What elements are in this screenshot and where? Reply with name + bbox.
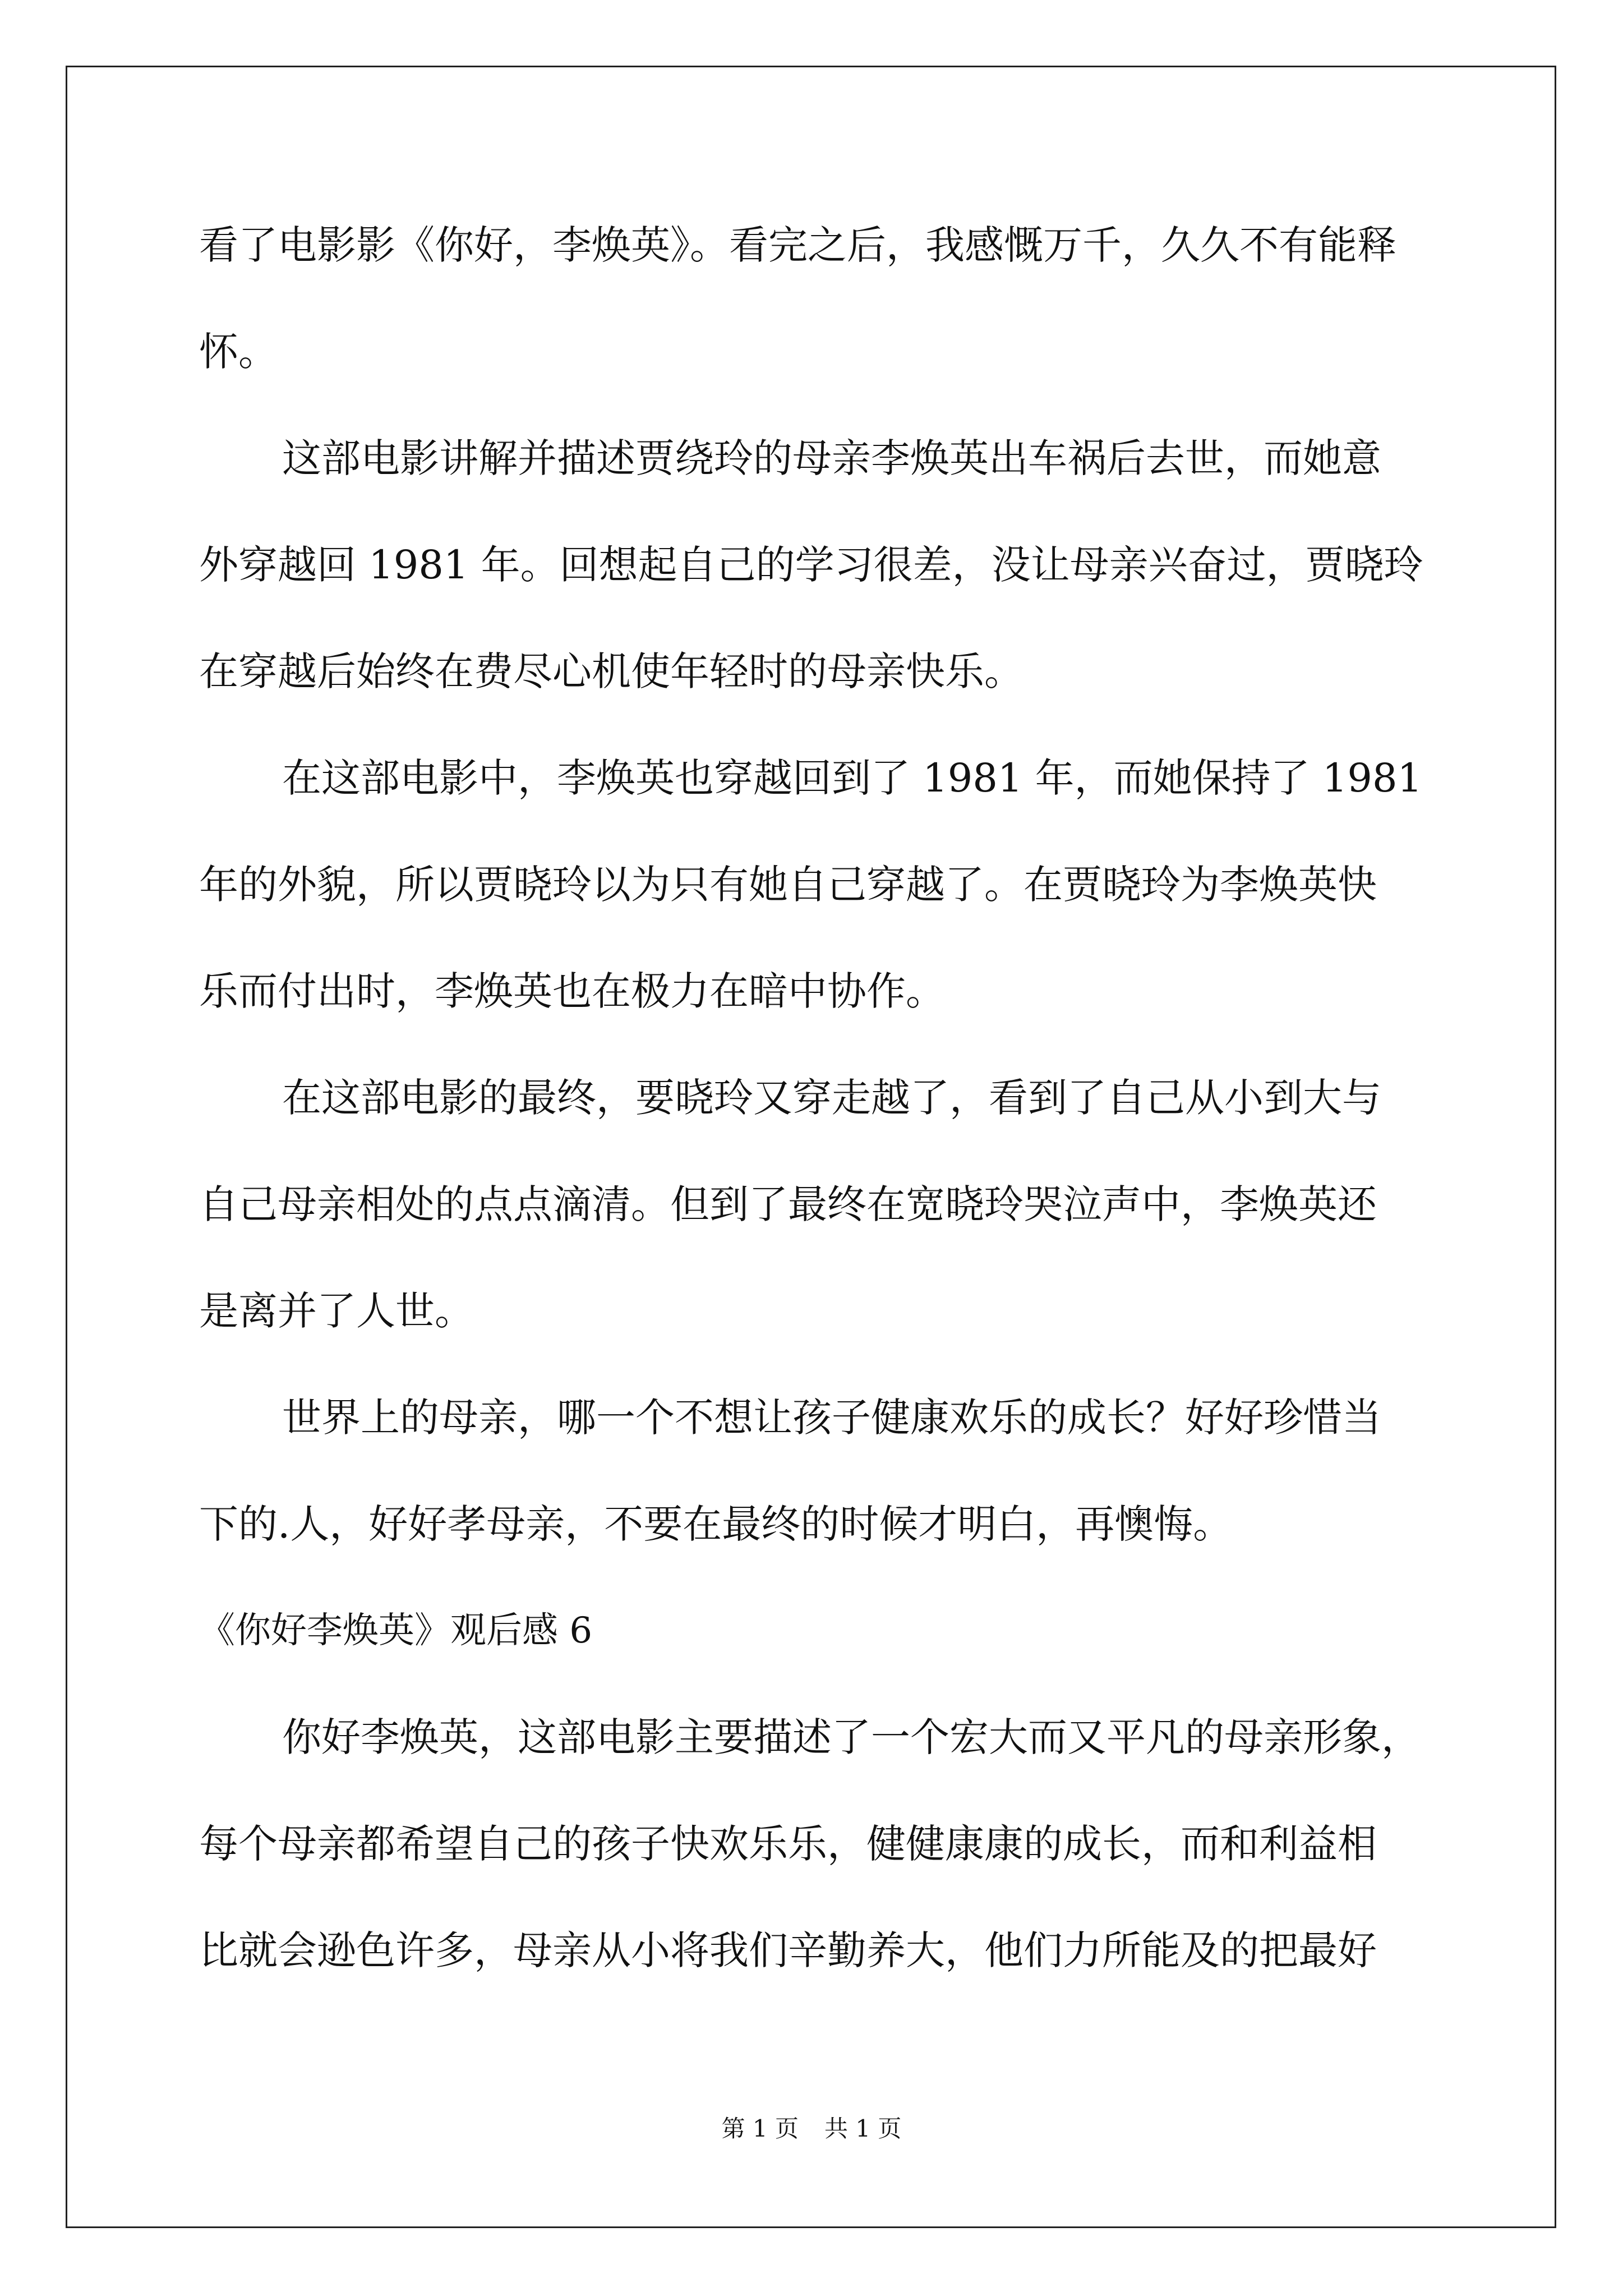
page-number: 第 1 页 [721, 2115, 799, 2142]
paragraph-start-line: 世界上的母亲，哪一个不想让孩子健康欢乐的成长？好好珍惜当 [282, 1395, 1381, 1441]
text-line: 外穿越回 1981 年。回想起自己的学习很差，没让母亲兴奋过，贾晓玲 [199, 542, 1423, 588]
text-line: 是离并了人世。 [199, 1288, 474, 1334]
page-footer [0, 2112, 1623, 2146]
text-line: 每个母亲都希望自己的孩子快欢乐乐，健健康康的成长，而和利益相 [199, 1821, 1377, 1867]
paragraph-start-line: 你好李焕英，这部电影主要描述了一个宏大而又平凡的母亲形象， [282, 1714, 1421, 1760]
text-line: 比就会逊色许多，母亲从小将我们辛勤养大，他们力所能及的把最好 [199, 1927, 1377, 1973]
section-heading: 《你好李焕英》观后感 6 [199, 1610, 593, 1651]
text-line: 乐而付出时，李焕英也在极力在暗中协作。 [199, 968, 945, 1014]
document-body [199, 211, 1467, 2023]
text-line: 在穿越后始终在费尽心机使年轻时的母亲快乐。 [199, 648, 1023, 694]
page-total: 共 1 页 [824, 2115, 902, 2142]
paragraph-start-line: 这部电影讲解并描述贾绕玲的母亲李焕英出车祸后去世，而她意 [282, 435, 1381, 481]
text-line: 看了电影影《你好，李焕英》。看完之后，我感慨万千，久久不有能释 [199, 222, 1396, 268]
text-line: 怀。 [199, 329, 278, 375]
text-line: 年的外貌，所以贾晓玲以为只有她自己穿越了。在贾晓玲为李焕英快 [199, 862, 1377, 908]
paragraph-start-line: 在这部电影中，李焕英也穿越回到了 1981 年，而她保持了 1981 [282, 755, 1423, 801]
text-line: 自己母亲相处的点点滴清。但到了最终在宽晓玲哭泣声中，李焕英还 [199, 1181, 1377, 1227]
paragraph-start-line: 在这部电影的最终，要晓玲又穿走越了，看到了自己从小到大与 [282, 1075, 1381, 1121]
text-line: 下的.人，好好孝母亲，不要在最终的时候才明白，再懊悔。 [199, 1501, 1233, 1547]
